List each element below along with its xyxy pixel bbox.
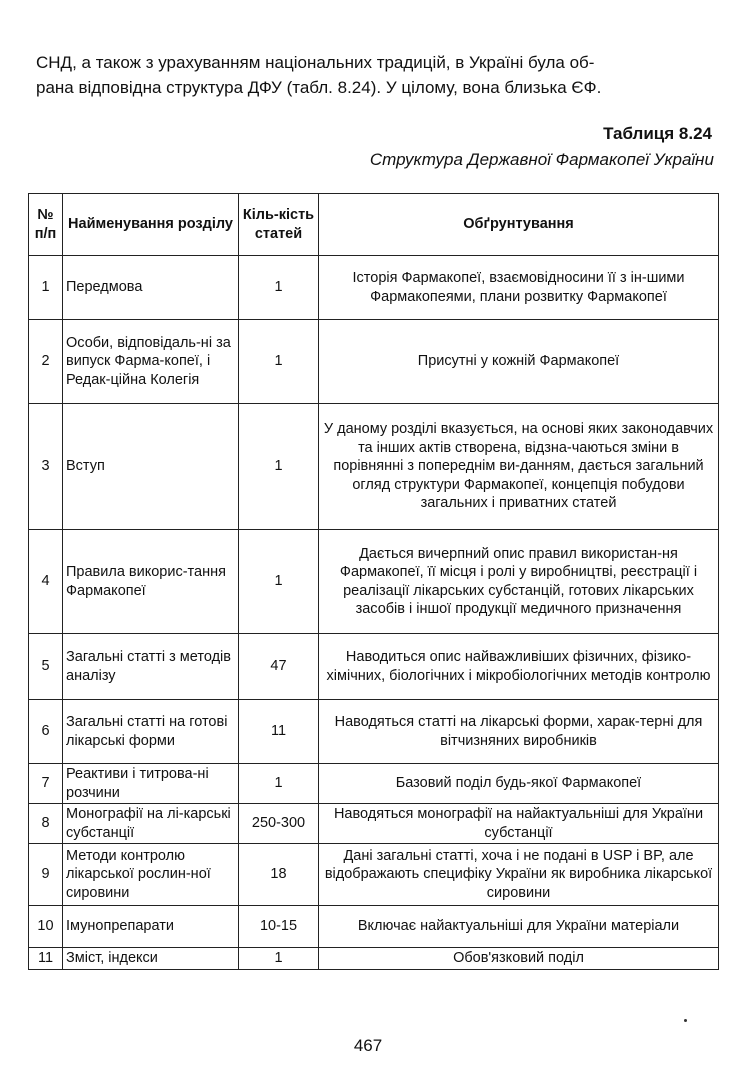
cell-count: 250-300	[239, 804, 319, 844]
cell-num: 5	[29, 634, 63, 700]
header-num: № п/п	[29, 194, 63, 256]
cell-count: 1	[239, 530, 319, 634]
cell-count: 1	[239, 404, 319, 530]
cell-num: 10	[29, 906, 63, 948]
cell-name: Вступ	[63, 404, 239, 530]
cell-count: 18	[239, 844, 319, 906]
table-row	[29, 764, 719, 804]
cell-justification: Наводяться статті на лікарські форми, харак-терні для вітчизняних виробників	[319, 700, 719, 764]
cell-count: 10-15	[239, 906, 319, 948]
pharmacopoeia-structure-table	[28, 193, 719, 970]
header-count: Кіль-кість статей	[239, 194, 319, 256]
table-subtitle: Структура Державної Фармакопеї України	[369, 150, 714, 169]
table-row	[29, 634, 719, 700]
cell-num: 8	[29, 804, 63, 844]
header-justification: Обґрунтування	[319, 194, 719, 256]
intro-line-1: СНД, а також з урахуванням національних традицій, в Україні була об-	[36, 53, 595, 72]
cell-name: Зміст, індекси	[63, 948, 239, 970]
table-row	[29, 256, 719, 320]
cell-count: 1	[239, 320, 319, 404]
cell-justification: Присутні у кожній Фармакопеї	[319, 320, 719, 404]
table-header-row	[29, 194, 719, 256]
cell-justification: Історія Фармакопеї, взаємовідносини її з ін-шими Фармакопеями, плани розвитку Фармакопеї	[319, 256, 719, 320]
cell-justification: Базовий поділ будь-якої Фармакопеї	[319, 764, 719, 804]
cell-num: 4	[29, 530, 63, 634]
cell-name: Загальні статті на готові лікарські форми	[63, 700, 239, 764]
cell-name: Правила викорис-тання Фармакопеї	[63, 530, 239, 634]
table-row	[29, 948, 719, 970]
cell-justification: Включає найактуальніші для України матеріали	[319, 906, 719, 948]
cell-count: 47	[239, 634, 319, 700]
cell-num: 3	[29, 404, 63, 530]
cell-count: 1	[239, 948, 319, 970]
cell-count: 11	[239, 700, 319, 764]
cell-name: Методи контролю лікарської рослин-ної сировини	[63, 844, 239, 906]
table-row	[29, 700, 719, 764]
cell-num: 6	[29, 700, 63, 764]
cell-count: 1	[239, 256, 319, 320]
cell-name: Реактиви і титрова-ні розчини	[63, 764, 239, 804]
table-caption: Таблиця 8.24	[603, 124, 712, 143]
cell-justification: Наводиться опис найважливіших фізичних, фізико-хімічних, біологічних і мікробіологічних методів контролю	[319, 634, 719, 700]
intro-paragraph	[36, 50, 708, 100]
cell-num: 9	[29, 844, 63, 906]
stray-dot	[684, 1019, 687, 1022]
table-row	[29, 404, 719, 530]
header-name: Найменування розділу	[63, 194, 239, 256]
cell-count: 1	[239, 764, 319, 804]
cell-name: Імунопрепарати	[63, 906, 239, 948]
table-row	[29, 804, 719, 844]
cell-justification: Наводяться монографії на найактуальніші для України субстанції	[319, 804, 719, 844]
table-row	[29, 320, 719, 404]
cell-name: Монографії на лі-карські субстанції	[63, 804, 239, 844]
table-row	[29, 906, 719, 948]
cell-justification: Дається вичерпний опис правил використан-ня Фармакопеї, її місця і ролі у виробництві, реєстрації і реалізації лікарських субстанцій, готових лікарських засобів і іншої продукції медичного призначення	[319, 530, 719, 634]
cell-num: 7	[29, 764, 63, 804]
cell-name: Загальні статті з методів аналізу	[63, 634, 239, 700]
page-number: 467	[353, 1036, 383, 1055]
table-row	[29, 844, 719, 906]
intro-line-2: рана відповідна структура ДФУ (табл. 8.24). У цілому, вона близька ЄФ.	[36, 78, 602, 97]
cell-name: Особи, відповідаль-ні за випуск Фарма-копеї, і Редак-ційна Колегія	[63, 320, 239, 404]
cell-num: 2	[29, 320, 63, 404]
cell-name: Передмова	[63, 256, 239, 320]
cell-justification: У даному розділі вказується, на основі яких законодавчих та інших актів створена, відзна-чаються зміни в порівнянні з попереднім ви-данням, дається загальний огляд структури Фармакопеї, концепція побудови загальних і приватних статей	[319, 404, 719, 530]
table-row	[29, 530, 719, 634]
cell-num: 11	[29, 948, 63, 970]
cell-num: 1	[29, 256, 63, 320]
cell-justification: Дані загальні статті, хоча і не подані в USP і BP, але відображають специфіку України як виробника лікарської сировини	[319, 844, 719, 906]
cell-justification: Обов'язковий поділ	[319, 948, 719, 970]
